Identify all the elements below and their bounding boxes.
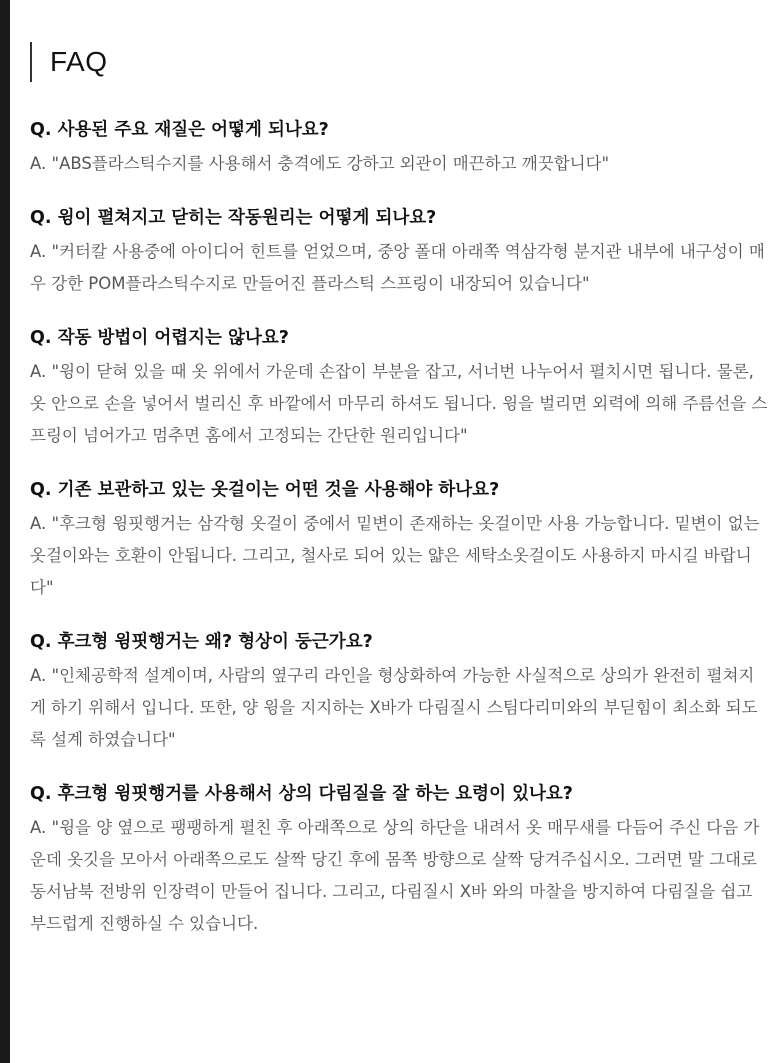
faq-question: Q. 후크형 윙핏행거는 왜? 형상이 둥근가요? (30, 632, 373, 652)
faq-item (30, 206, 768, 300)
header-accent-line (30, 42, 32, 82)
faq-item (30, 630, 768, 756)
faq-answer: A. "커터칼 사용중에 아이디어 힌트를 얻었으며, 중앙 폴대 아래쪽 역삼각형 분지관 내부에 내구성이 매우 강한 POM플라스틱수지로 만들어진 플라스틱 스프링이 내장되어 있습니다" (30, 242, 765, 293)
faq-question: Q. 기존 보관하고 있는 옷걸이는 어떤 것을 사용해야 하나요? (30, 480, 500, 500)
faq-answer: A. "윙이 닫혀 있을 때 옷 위에서 가운데 손잡이 부분을 잡고, 서너번 나누어서 펼치시면 됩니다. 물론, 옷 안으로 손을 넣어서 벌리신 후 바깥에서 마무리 하셔도 됩니다. 윙을 벌리면 외력에 의해 주름선을 스프링이 넘어가고 멈추면 홈에서 고정되는 간단한 원리입니다" (30, 362, 768, 445)
faq-item (30, 782, 768, 940)
left-edge-bar (0, 0, 10, 1063)
faq-answer: A. "ABS플라스틱수지를 사용해서 충격에도 강하고 외관이 매끈하고 깨끗합니다" (30, 154, 610, 173)
faq-item (30, 326, 768, 452)
faq-question: Q. 후크형 윙핏행거를 사용해서 상의 다림질을 잘 하는 요령이 있나요? (30, 784, 573, 804)
faq-list (30, 118, 768, 966)
faq-answer: A. "인체공학적 설계이며, 사람의 옆구리 라인을 형상화하여 가능한 사실적으로 상의가 완전히 펼쳐지게 하기 위해서 입니다. 또한, 양 윙을 지지하는 X바가 다림질시 스팀다리미와의 부딛힘이 최소화 되도록 설계 하였습니다" (30, 666, 758, 749)
faq-answer: A. "윙을 양 옆으로 팽팽하게 펼친 후 아래쪽으로 상의 하단을 내려서 옷 매무새를 다듬어 주신 다음 가운데 옷깃을 모아서 아래쪽으로도 살짝 당긴 후에 몸쪽 방향으로 살짝 당겨주십시오. 그러면 말 그대로 동서남북 전방위 인장력이 만들어 집니다. 그리고, 다림질시 X바 와의 마찰을 방지하여 다림질을 쉽고 부드럽게 진행하실 수 있습니다. (30, 818, 760, 933)
section-header (30, 40, 108, 84)
faq-question: Q. 작동 방법이 어렵지는 않나요? (30, 328, 289, 348)
page-title: FAQ (50, 46, 108, 77)
faq-question: Q. 윙이 펼쳐지고 닫히는 작동원리는 어떻게 되나요? (30, 208, 437, 228)
faq-question: Q. 사용된 주요 재질은 어떻게 되나요? (30, 120, 329, 140)
faq-item (30, 118, 768, 180)
faq-item (30, 478, 768, 604)
faq-answer: A. "후크형 윙핏행거는 삼각형 옷걸이 중에서 밑변이 존재하는 옷걸이만 사용 가능합니다. 밑변이 없는 옷걸이와는 호환이 안됩니다. 그리고, 철사로 되어 있는 얇은 세탁소옷걸이도 사용하지 마시길 바랍니다" (30, 514, 760, 597)
